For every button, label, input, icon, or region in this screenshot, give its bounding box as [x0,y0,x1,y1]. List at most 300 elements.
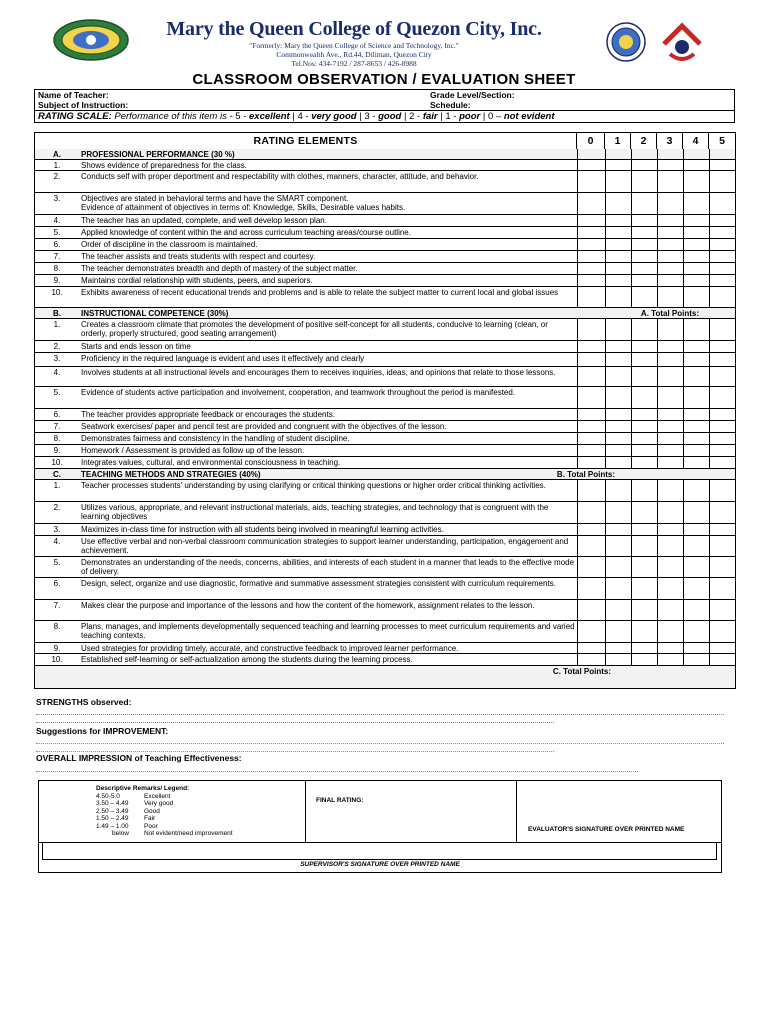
score-cell-5[interactable] [709,160,735,170]
score-cell-5[interactable] [709,193,735,214]
criteria-row [35,275,735,287]
score-cell-0[interactable] [577,557,605,577]
score-cell-2[interactable] [631,557,657,577]
criteria-number: 8. [53,434,61,443]
score-column-1: 1 [605,133,631,149]
score-cell-4[interactable] [683,215,709,226]
score-cell-4[interactable] [683,263,709,274]
score-cell-2[interactable] [631,578,657,599]
criteria-text: The teacher demonstrates breadth and depth of mastery of the subject matter. [81,264,358,273]
score-cell-1[interactable] [605,341,631,352]
section-letter: C. [53,470,61,479]
score-cell-5[interactable] [709,480,735,501]
score-cell-5[interactable] [709,353,735,366]
score-cell-2[interactable] [631,215,657,226]
section-title: TEACHING METHODS AND STRATEGIES (40%) [81,470,261,479]
college-address: Commonwealth Ave., Rd.44, Diliman, Quezon City [276,50,432,59]
score-cells [577,643,735,653]
criteria-row [35,367,735,387]
score-cells [577,215,735,226]
score-cell-3[interactable] [657,409,683,420]
deped-seal-logo [606,22,646,62]
improvement-line-2[interactable] [36,751,554,752]
score-cells [577,433,735,444]
score-cell-0[interactable] [577,502,605,523]
score-cell-1[interactable] [605,239,631,250]
score-cell-1[interactable] [605,193,631,214]
score-cell-1[interactable] [605,445,631,456]
criteria-row [35,353,735,367]
score-cell-3[interactable] [657,445,683,456]
criteria-text: The teacher has an updated, complete, and well develop lesson plan. [81,216,327,225]
score-cell-2[interactable] [631,421,657,432]
strengths-line-1[interactable] [36,714,724,715]
score-cell-0[interactable] [577,341,605,352]
evaluator-signature-box[interactable] [516,780,722,843]
legend-range: 1.49 – 1.00 [96,822,129,830]
score-cell-2[interactable] [631,239,657,250]
score-cell-3[interactable] [657,149,683,159]
score-cell-1[interactable] [605,654,631,665]
score-cell-4[interactable] [683,600,709,620]
rating-scale-row [35,110,734,122]
score-cells [577,341,735,352]
score-cell-3[interactable] [657,524,683,535]
score-cell-4[interactable] [683,353,709,366]
score-cell-4[interactable] [683,251,709,262]
previous-section-total-label: A. Total Points: [640,309,699,318]
score-cell-0[interactable] [577,654,605,665]
score-cell-3[interactable] [657,557,683,577]
score-cells [577,387,735,408]
score-cell-5[interactable] [709,171,735,192]
criteria-row [35,193,735,215]
score-cell-0[interactable] [577,367,605,386]
score-cell-2[interactable] [631,654,657,665]
score-cell-3[interactable] [657,621,683,642]
score-cell-0[interactable] [577,353,605,366]
score-cell-0[interactable] [577,457,605,468]
score-cell-4[interactable] [683,536,709,556]
score-cell-0[interactable] [577,227,605,238]
score-cell-5[interactable] [709,557,735,577]
criteria-text: Order of discipline in the classroom is maintained. [81,240,258,249]
improvement-line-1[interactable] [36,743,724,744]
score-cell-0[interactable] [577,536,605,556]
score-cell-5[interactable] [709,227,735,238]
rating-scale-word: excellent [249,111,290,122]
score-cell-3[interactable] [657,287,683,307]
score-cell-0[interactable] [577,193,605,214]
score-cell-2[interactable] [631,524,657,535]
score-cell-0[interactable] [577,600,605,620]
criteria-number: 3. [53,354,61,363]
score-cell-0[interactable] [577,621,605,642]
score-cell-3[interactable] [657,215,683,226]
score-cell-4[interactable] [683,621,709,642]
criteria-row [35,387,735,409]
criteria-number: 10. [51,655,63,664]
score-cell-2[interactable] [631,341,657,352]
score-cell-1[interactable] [605,215,631,226]
score-cell-1[interactable] [605,367,631,386]
score-cell-0[interactable] [577,433,605,444]
score-cell-1[interactable] [605,275,631,286]
score-cell-4[interactable] [683,502,709,523]
teacher-name-label: Name of Teacher: [38,90,109,100]
score-cell-2[interactable] [631,480,657,501]
score-cell-5[interactable] [709,341,735,352]
rating-scale-word: good [378,111,402,122]
score-cell-2[interactable] [631,445,657,456]
score-cell-0[interactable] [577,251,605,262]
criteria-text: Objectives are stated in behavioral terms and have the SMART component. Evidence of attainment of objectives in terms of: Knowledge, Skills, Desirable values habits. [81,194,406,212]
criteria-number: 2. [53,342,61,351]
strengths-line-2[interactable] [36,722,554,723]
rating-scale-2: 2 - fair | [409,111,446,122]
final-rating-label: FINAL RATING: [316,797,364,804]
score-cell-5[interactable] [709,263,735,274]
score-cell-3[interactable] [657,387,683,408]
score-cell-4[interactable] [683,239,709,250]
score-cell-5[interactable] [709,524,735,535]
score-cell-4[interactable] [683,480,709,501]
criteria-row [35,502,735,524]
score-cell-1[interactable] [605,524,631,535]
score-cell-2[interactable] [631,433,657,444]
score-cell-3[interactable] [657,160,683,170]
rating-scale-items [235,111,554,122]
criteria-text: Maintains cordial relationship with students, peers, and superiors. [81,276,313,285]
criteria-number: 5. [53,228,61,237]
score-cells [577,536,735,556]
score-cell-1[interactable] [605,433,631,444]
rating-scale-text: Performance of this item is - [114,111,233,122]
score-cell-0[interactable] [577,263,605,274]
legend-title: Descriptive Remarks/ Legend: [96,785,190,792]
score-cell-5[interactable] [709,433,735,444]
score-cell-0[interactable] [577,409,605,420]
signature-section [38,780,722,873]
score-cell-1[interactable] [605,643,631,653]
score-cell-2[interactable] [631,409,657,420]
score-cell-5[interactable] [709,457,735,468]
score-cell-1[interactable] [605,600,631,620]
score-cell-1[interactable] [605,578,631,599]
score-cell-3[interactable] [657,578,683,599]
score-cell-4[interactable] [683,367,709,386]
score-cell-3[interactable] [657,227,683,238]
score-cell-2[interactable] [631,275,657,286]
score-cell-5[interactable] [709,536,735,556]
schedule-label: Schedule: [430,100,471,110]
score-cell-5[interactable] [709,445,735,456]
score-cells [577,367,735,386]
score-cell-2[interactable] [631,227,657,238]
score-cell-3[interactable] [657,193,683,214]
score-cell-1[interactable] [605,502,631,523]
score-cell-2[interactable] [631,502,657,523]
score-cell-2[interactable] [631,193,657,214]
score-cell-5[interactable] [709,578,735,599]
score-cell-0[interactable] [577,275,605,286]
rating-scale-word: fair [422,111,438,122]
score-cell-0[interactable] [577,480,605,501]
criteria-row [35,480,735,502]
criteria-row [35,578,735,600]
criteria-row [35,239,735,251]
score-cell-0[interactable] [577,524,605,535]
score-cell-5[interactable] [709,502,735,523]
score-cell-2[interactable] [631,536,657,556]
score-cell-5[interactable] [709,215,735,226]
score-cell-0[interactable] [577,239,605,250]
criteria-text: Involves students at all instructional levels and encourages them to receives inquiries, ideas, and opinions that relate to those lessons. [81,368,556,377]
score-cell-1[interactable] [605,227,631,238]
criteria-text: Shows evidence of preparedness for the class. [81,161,247,170]
score-cell-1[interactable] [605,353,631,366]
score-cells [577,578,735,599]
score-cells [577,193,735,214]
overall-impression-line[interactable] [36,771,638,772]
score-cell-3[interactable] [657,263,683,274]
score-cell-1[interactable] [605,557,631,577]
criteria-number: 2. [53,503,61,512]
score-cell-2[interactable] [631,160,657,170]
score-cell-5[interactable] [709,367,735,386]
score-cell-0[interactable] [577,149,605,159]
legend-item [96,800,189,808]
score-cell-1[interactable] [605,536,631,556]
legend-item [96,823,189,831]
rating-scale-4: 4 - very good | [297,111,365,122]
score-cell-4[interactable] [683,409,709,420]
score-cell-4[interactable] [683,171,709,192]
criteria-text: Plans, manages, and implements developmentally sequenced teaching and learning processes to meet curriculum requirements and varied teaching contexts. [81,622,575,640]
score-cell-0[interactable] [577,160,605,170]
criteria-text: Teacher processes students' understanding by using clarifying or critical thinking questions or higher order critical thinking activities. [81,481,546,490]
score-cell-4[interactable] [683,557,709,577]
score-column-0: 0 [577,133,605,149]
score-cell-3[interactable] [657,654,683,665]
score-cell-4[interactable] [683,654,709,665]
score-cell-4[interactable] [683,287,709,307]
criteria-row [35,643,735,654]
final-total-row [35,666,735,688]
criteria-text: Exhibits awareness of recent educational trends and problems and is able to relate the subject matter to current local and global issues [81,288,559,297]
criteria-number: 5. [53,558,61,567]
score-cell-0[interactable] [577,319,605,340]
score-cell-2[interactable] [631,367,657,386]
criteria-number: 10. [51,458,63,467]
criteria-row [35,171,735,193]
score-cell-0[interactable] [577,171,605,192]
criteria-row [35,600,735,621]
rating-scale-number: 4 [297,111,303,122]
score-cell-4[interactable] [683,524,709,535]
legend-item [96,808,189,816]
score-cell-1[interactable] [605,457,631,468]
score-cell-4[interactable] [683,160,709,170]
criteria-row [35,251,735,263]
score-cell-2[interactable] [631,457,657,468]
score-cell-5[interactable] [709,251,735,262]
criteria-row [35,433,735,445]
score-cell-2[interactable] [631,171,657,192]
score-cell-2[interactable] [631,287,657,307]
criteria-row [35,457,735,469]
score-cell-3[interactable] [657,341,683,352]
score-cell-2[interactable] [631,387,657,408]
score-cell-1[interactable] [605,287,631,307]
criteria-number: 6. [53,410,61,419]
score-cell-0[interactable] [577,578,605,599]
score-cell-2[interactable] [631,319,657,340]
score-cell-3[interactable] [657,457,683,468]
criteria-number: 1. [53,481,61,490]
rating-scale-number: 2 [409,111,415,122]
criteria-number: 7. [53,601,61,610]
score-cell-0[interactable] [577,287,605,307]
score-cell-5[interactable] [709,643,735,653]
criteria-text: Homework / Assessment is provided as follow up of the lesson. [81,446,305,455]
score-cell-4[interactable] [683,319,709,340]
rating-scale-word: not evident [503,111,555,122]
criteria-row [35,654,735,666]
score-cells [577,171,735,192]
criteria-number: 7. [53,422,61,431]
score-cell-4[interactable] [683,643,709,653]
score-cell-3[interactable] [657,239,683,250]
score-cells [577,421,735,432]
criteria-text: Demonstrates fairness and consistency in the handling of student discipline. [81,434,350,443]
score-cell-4[interactable] [683,341,709,352]
score-cell-4[interactable] [683,227,709,238]
score-cell-5[interactable] [709,239,735,250]
criteria-text: Integrates values, cultural, and environmental consciousness in teaching. [81,458,341,467]
score-cell-0[interactable] [577,421,605,432]
score-cell-3[interactable] [657,536,683,556]
criteria-number: 9. [53,644,61,653]
score-cell-2[interactable] [631,251,657,262]
score-cell-3[interactable] [657,600,683,620]
score-cell-3[interactable] [657,171,683,192]
score-cell-3[interactable] [657,480,683,501]
score-cell-1[interactable] [605,263,631,274]
criteria-text: Makes clear the purpose and importance of the lessons and how the content of the homework, assignment relates to the lesson. [81,601,535,610]
score-cell-3[interactable] [657,353,683,366]
score-cell-1[interactable] [605,171,631,192]
score-cell-5[interactable] [709,319,735,340]
criteria-number: 9. [53,276,61,285]
criteria-text: Seatwork exercises/ paper and pencil test are provided and congruent with the objectives of the lesson. [81,422,447,431]
teacher-info-box [34,89,735,123]
score-cell-4[interactable] [683,421,709,432]
score-cells [577,502,735,523]
score-cell-4[interactable] [683,149,709,159]
score-cell-5[interactable] [709,600,735,620]
score-cell-5[interactable] [709,275,735,286]
criteria-row [35,341,735,353]
score-cell-5[interactable] [709,387,735,408]
score-cell-5[interactable] [709,149,735,159]
score-cell-1[interactable] [605,421,631,432]
score-cell-2[interactable] [631,600,657,620]
score-cell-3[interactable] [657,643,683,653]
score-cell-3[interactable] [657,421,683,432]
score-cell-5[interactable] [709,421,735,432]
section-letter: B. [53,309,61,318]
score-cell-0[interactable] [577,387,605,408]
document-header [0,0,768,72]
sheet-title: CLASSROOM OBSERVATION / EVALUATION SHEET [192,71,576,88]
rating-scale-number: 1 [445,111,451,122]
score-cell-3[interactable] [657,319,683,340]
score-cell-4[interactable] [683,387,709,408]
score-cell-2[interactable] [631,149,657,159]
score-cell-4[interactable] [683,578,709,599]
score-cell-4[interactable] [683,445,709,456]
criteria-number: 8. [53,622,61,631]
legend-range: 1.50 – 2.49 [96,815,129,822]
score-cell-0[interactable] [577,643,605,653]
score-cell-1[interactable] [605,621,631,642]
score-cell-5[interactable] [709,654,735,665]
score-cell-1[interactable] [605,480,631,501]
score-cell-1[interactable] [605,251,631,262]
criteria-text: The teacher assists and treats students with respect and courtesy. [81,252,316,261]
criteria-number: 4. [53,368,61,377]
score-cell-1[interactable] [605,149,631,159]
score-cell-3[interactable] [657,433,683,444]
college-former-name: "Formerly: Mary the Queen College of Science and Technology, Inc." [249,41,459,50]
score-cell-5[interactable] [709,409,735,420]
score-cell-1[interactable] [605,409,631,420]
score-cell-4[interactable] [683,457,709,468]
score-cell-2[interactable] [631,643,657,653]
score-cell-1[interactable] [605,160,631,170]
legend-item [96,815,189,823]
score-cell-5[interactable] [709,621,735,642]
score-cell-4[interactable] [683,193,709,214]
score-cell-3[interactable] [657,502,683,523]
score-cell-2[interactable] [631,353,657,366]
score-cell-3[interactable] [657,367,683,386]
score-cell-1[interactable] [605,319,631,340]
overall-impression-label: OVERALL IMPRESSION of Teaching Effectiveness: [36,753,242,763]
score-cell-0[interactable] [577,215,605,226]
score-cell-1[interactable] [605,387,631,408]
score-cell-0[interactable] [577,445,605,456]
score-cell-3[interactable] [657,275,683,286]
criteria-row [35,536,735,557]
score-cell-2[interactable] [631,621,657,642]
section-header-c [35,469,735,480]
score-cell-3[interactable] [657,251,683,262]
score-cell-5[interactable] [709,287,735,307]
score-cell-4[interactable] [683,275,709,286]
score-cell-2[interactable] [631,263,657,274]
score-cell-4[interactable] [683,433,709,444]
criteria-row [35,445,735,457]
legend-range: 2.50 – 3.49 [96,807,129,815]
criteria-row [35,524,735,536]
final-rating-box[interactable] [305,780,517,843]
criteria-text: Used strategies for providing timely, accurate, and constructive feedback to improved learner performance. [81,644,459,653]
improvement-label: Suggestions for IMPROVEMENT: [36,726,169,736]
score-cells [577,227,735,238]
criteria-row [35,263,735,275]
